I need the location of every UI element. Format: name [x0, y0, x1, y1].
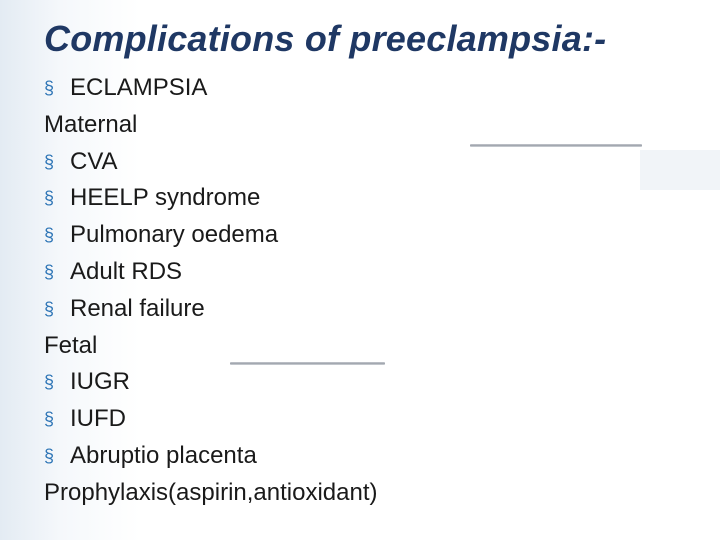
list-item: [44, 254, 378, 291]
list-item-text: CVA: [70, 147, 118, 175]
square-bullet-icon: §: [44, 225, 55, 246]
list-item-text: ECLAMPSIA: [70, 74, 208, 101]
list-item: [44, 217, 378, 254]
list-item-text: IUGR: [70, 368, 130, 396]
list-item-text: Abruptio placenta: [70, 441, 257, 469]
square-bullet-icon: §: [44, 409, 55, 430]
heading-text: Prophylaxis(aspirin,antioxidant): [44, 478, 378, 506]
heading-text: Maternal: [44, 110, 138, 138]
list-item: [44, 438, 378, 475]
list-item: [44, 144, 378, 181]
list-item-text: Adult RDS: [70, 257, 183, 285]
list-item-text: IUFD: [70, 405, 126, 433]
section-heading: [44, 107, 378, 144]
list-item: [44, 401, 378, 438]
list-item: [44, 291, 378, 328]
section-heading: [44, 475, 378, 512]
list-item: [44, 70, 378, 107]
heading-text: Fetal: [44, 331, 98, 359]
square-bullet-icon: §: [44, 78, 55, 98]
slide-title: Complications of preeclampsia:-: [44, 18, 607, 59]
list-item: [44, 180, 378, 217]
square-bullet-icon: §: [44, 151, 55, 172]
square-bullet-icon: §: [44, 445, 55, 466]
square-bullet-icon: §: [44, 261, 55, 282]
decorative-band: [640, 150, 720, 190]
list-item: [44, 364, 378, 401]
square-bullet-icon: §: [44, 372, 55, 393]
content-list: [44, 70, 378, 512]
list-item-text: Pulmonary oedema: [70, 221, 279, 249]
square-bullet-icon: §: [44, 188, 55, 209]
list-item-text: Renal failure: [70, 294, 205, 322]
decorative-line: [470, 144, 642, 147]
section-heading: [44, 328, 378, 365]
square-bullet-icon: §: [44, 298, 55, 319]
list-item-text: HEELP syndrome: [70, 184, 261, 212]
